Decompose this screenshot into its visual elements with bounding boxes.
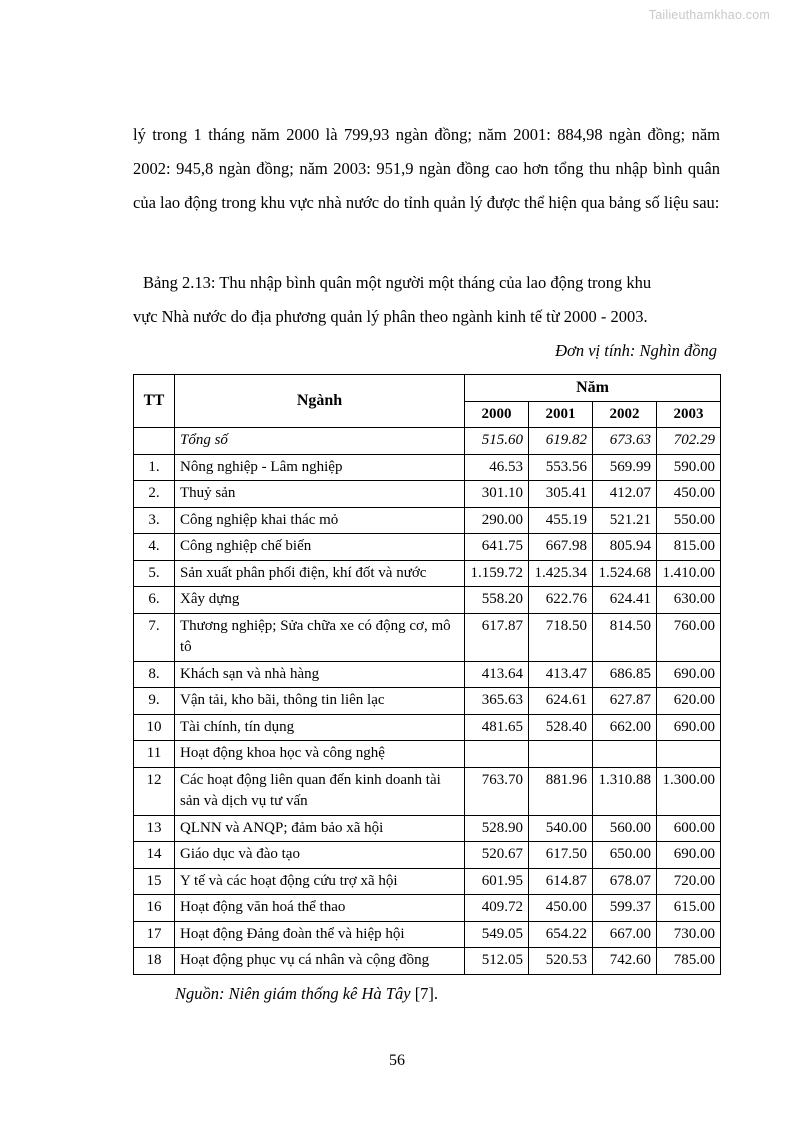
cell-value-2000: 763.70 xyxy=(465,767,529,815)
table-row xyxy=(134,714,721,741)
cell-tt: 5. xyxy=(134,560,175,587)
table-head xyxy=(134,375,721,428)
watermark-text: Tailieuthamkhao.com xyxy=(648,8,770,22)
cell-value-2003: 450.00 xyxy=(657,481,721,508)
cell-value-2000: 515.60 xyxy=(465,428,529,455)
cell-value-2001: 520.53 xyxy=(529,948,593,975)
table-row xyxy=(134,948,721,975)
cell-tt: 8. xyxy=(134,661,175,688)
table-row xyxy=(134,688,721,715)
header-year-2002: 2002 xyxy=(593,401,657,428)
cell-value-2000: 46.53 xyxy=(465,454,529,481)
table-row xyxy=(134,587,721,614)
table-container xyxy=(133,374,720,975)
cell-value-2000: 512.05 xyxy=(465,948,529,975)
cell-value-2001: 455.19 xyxy=(529,507,593,534)
cell-tt: 7. xyxy=(134,613,175,661)
table-row xyxy=(134,454,721,481)
cell-value-2000: 290.00 xyxy=(465,507,529,534)
cell-tt: 3. xyxy=(134,507,175,534)
table-row xyxy=(134,560,721,587)
cell-value-2001: 617.50 xyxy=(529,842,593,869)
table-row xyxy=(134,428,721,455)
cell-value-2000: 1.159.72 xyxy=(465,560,529,587)
cell-value-2002: 627.87 xyxy=(593,688,657,715)
cell-industry-name: Hoạt động khoa học và công nghệ xyxy=(175,741,465,768)
table-source-note xyxy=(133,984,720,1004)
income-by-industry-table xyxy=(133,374,721,975)
cell-value-2002: 412.07 xyxy=(593,481,657,508)
table-body xyxy=(134,428,721,975)
cell-value-2002: 1.310.88 xyxy=(593,767,657,815)
cell-value-2002: 686.85 xyxy=(593,661,657,688)
cell-industry-name: Các hoạt động liên quan đến kinh doanh tài sản và dịch vụ tư vấn xyxy=(175,767,465,815)
cell-industry-name: Thương nghiệp; Sửa chữa xe có động cơ, mô tô xyxy=(175,613,465,661)
cell-value-2003: 615.00 xyxy=(657,895,721,922)
table-row xyxy=(134,921,721,948)
cell-value-2000: 641.75 xyxy=(465,534,529,561)
cell-value-2003: 550.00 xyxy=(657,507,721,534)
header-year-2003: 2003 xyxy=(657,401,721,428)
cell-value-2001: 413.47 xyxy=(529,661,593,688)
table-row xyxy=(134,741,721,768)
cell-industry-name: QLNN và ANQP; đảm bảo xã hội xyxy=(175,815,465,842)
cell-value-2000: 558.20 xyxy=(465,587,529,614)
cell-industry-name: Thuỷ sản xyxy=(175,481,465,508)
cell-tt: 6. xyxy=(134,587,175,614)
caption-line-2: vực Nhà nước do địa phương quản lý phân theo ngành kinh tế từ 2000 - 2003. xyxy=(133,307,648,326)
source-reference: [7]. xyxy=(410,983,439,1003)
cell-value-2001: 881.96 xyxy=(529,767,593,815)
table-row xyxy=(134,661,721,688)
cell-tt: 10 xyxy=(134,714,175,741)
cell-value-2002: 673.63 xyxy=(593,428,657,455)
cell-value-2000: 413.64 xyxy=(465,661,529,688)
cell-value-2000: 301.10 xyxy=(465,481,529,508)
cell-industry-name: Công nghiệp khai thác mỏ xyxy=(175,507,465,534)
cell-value-2003: 590.00 xyxy=(657,454,721,481)
cell-tt: 13 xyxy=(134,815,175,842)
cell-value-2003: 815.00 xyxy=(657,534,721,561)
cell-tt xyxy=(134,428,175,455)
table-header-row-1 xyxy=(134,375,721,402)
header-nam: Năm xyxy=(465,375,721,402)
cell-industry-name: Hoạt động văn hoá thể thao xyxy=(175,895,465,922)
table-row xyxy=(134,481,721,508)
table-row xyxy=(134,767,721,815)
cell-value-2003 xyxy=(657,741,721,768)
cell-tt: 1. xyxy=(134,454,175,481)
cell-tt: 12 xyxy=(134,767,175,815)
cell-industry-name: Vận tải, kho bãi, thông tin liên lạc xyxy=(175,688,465,715)
cell-tt: 18 xyxy=(134,948,175,975)
cell-industry-name: Công nghiệp chế biến xyxy=(175,534,465,561)
cell-value-2003: 1.300.00 xyxy=(657,767,721,815)
header-nganh: Ngành xyxy=(175,375,465,428)
cell-value-2003: 690.00 xyxy=(657,661,721,688)
cell-value-2002: 560.00 xyxy=(593,815,657,842)
body-paragraph: lý trong 1 tháng năm 2000 là 799,93 ngàn đồng; năm 2001: 884,98 ngàn đồng; năm 2002: 945,8 ngàn đồng; năm 2003: 951,9 ngàn đồng cao hơn tổng thu nhập bình quân của lao động trong khu vực nhà nước do tỉnh quản lý được thể hiện qua bảng số liệu sau: xyxy=(133,125,720,212)
cell-value-2002: 662.00 xyxy=(593,714,657,741)
cell-value-2001: 624.61 xyxy=(529,688,593,715)
table-row xyxy=(134,815,721,842)
table-row xyxy=(134,534,721,561)
cell-value-2000: 365.63 xyxy=(465,688,529,715)
cell-industry-name: Xây dựng xyxy=(175,587,465,614)
document-content xyxy=(133,118,720,1004)
table-row xyxy=(134,613,721,661)
table-row xyxy=(134,842,721,869)
cell-value-2002: 805.94 xyxy=(593,534,657,561)
header-year-2001: 2001 xyxy=(529,401,593,428)
cell-tt: 2. xyxy=(134,481,175,508)
cell-value-2002: 667.00 xyxy=(593,921,657,948)
cell-value-2003: 690.00 xyxy=(657,714,721,741)
cell-value-2001: 619.82 xyxy=(529,428,593,455)
source-italic-text: Nguồn: Niên giám thống kê Hà Tây xyxy=(175,983,411,1003)
cell-industry-name: Sản xuất phân phối điện, khí đốt và nước xyxy=(175,560,465,587)
cell-tt: 14 xyxy=(134,842,175,869)
cell-tt: 15 xyxy=(134,868,175,895)
cell-value-2003: 785.00 xyxy=(657,948,721,975)
cell-value-2003: 720.00 xyxy=(657,868,721,895)
cell-value-2003: 760.00 xyxy=(657,613,721,661)
cell-industry-name: Y tế và các hoạt động cứu trợ xã hội xyxy=(175,868,465,895)
cell-tt: 17 xyxy=(134,921,175,948)
page-number: 56 xyxy=(389,1052,405,1069)
cell-value-2002: 599.37 xyxy=(593,895,657,922)
cell-value-2001: 622.76 xyxy=(529,587,593,614)
cell-value-2001: 614.87 xyxy=(529,868,593,895)
cell-value-2000: 481.65 xyxy=(465,714,529,741)
cell-value-2003: 620.00 xyxy=(657,688,721,715)
header-tt: TT xyxy=(134,375,175,428)
cell-value-2000 xyxy=(465,741,529,768)
cell-value-2002: 624.41 xyxy=(593,587,657,614)
cell-industry-name: Khách sạn và nhà hàng xyxy=(175,661,465,688)
caption-unit: Đơn vị tính: Nghìn đồng xyxy=(555,341,717,360)
table-caption xyxy=(133,266,720,368)
cell-value-2003: 600.00 xyxy=(657,815,721,842)
cell-industry-name: Tổng số xyxy=(175,428,465,455)
cell-value-2003: 1.410.00 xyxy=(657,560,721,587)
cell-value-2000: 528.90 xyxy=(465,815,529,842)
cell-industry-name: Tài chính, tín dụng xyxy=(175,714,465,741)
cell-value-2001: 540.00 xyxy=(529,815,593,842)
cell-tt: 9. xyxy=(134,688,175,715)
cell-tt: 16 xyxy=(134,895,175,922)
caption-line-1: Bảng 2.13: Thu nhập bình quân một người một tháng của lao động trong khu xyxy=(143,273,652,292)
header-year-2000: 2000 xyxy=(465,401,529,428)
cell-value-2003: 630.00 xyxy=(657,587,721,614)
cell-value-2000: 549.05 xyxy=(465,921,529,948)
cell-industry-name: Giáo dục và đào tạo xyxy=(175,842,465,869)
cell-value-2003: 690.00 xyxy=(657,842,721,869)
cell-value-2001: 654.22 xyxy=(529,921,593,948)
table-row xyxy=(134,868,721,895)
table-row xyxy=(134,507,721,534)
cell-value-2001: 450.00 xyxy=(529,895,593,922)
cell-value-2000: 409.72 xyxy=(465,895,529,922)
cell-value-2003: 702.29 xyxy=(657,428,721,455)
cell-value-2002: 1.524.68 xyxy=(593,560,657,587)
cell-value-2000: 601.95 xyxy=(465,868,529,895)
cell-industry-name: Hoạt động phục vụ cá nhân và cộng đồng xyxy=(175,948,465,975)
cell-value-2001 xyxy=(529,741,593,768)
cell-value-2001: 1.425.34 xyxy=(529,560,593,587)
cell-tt: 4. xyxy=(134,534,175,561)
cell-value-2003: 730.00 xyxy=(657,921,721,948)
cell-industry-name: Nông nghiệp - Lâm nghiệp xyxy=(175,454,465,481)
cell-value-2002: 521.21 xyxy=(593,507,657,534)
cell-value-2002: 678.07 xyxy=(593,868,657,895)
cell-value-2001: 553.56 xyxy=(529,454,593,481)
cell-value-2001: 718.50 xyxy=(529,613,593,661)
cell-tt: 11 xyxy=(134,741,175,768)
cell-industry-name: Hoạt động Đảng đoàn thể và hiệp hội xyxy=(175,921,465,948)
cell-value-2002: 569.99 xyxy=(593,454,657,481)
cell-value-2001: 305.41 xyxy=(529,481,593,508)
cell-value-2002 xyxy=(593,741,657,768)
cell-value-2002: 742.60 xyxy=(593,948,657,975)
cell-value-2000: 617.87 xyxy=(465,613,529,661)
cell-value-2000: 520.67 xyxy=(465,842,529,869)
cell-value-2001: 528.40 xyxy=(529,714,593,741)
cell-value-2002: 650.00 xyxy=(593,842,657,869)
table-row xyxy=(134,895,721,922)
cell-value-2001: 667.98 xyxy=(529,534,593,561)
cell-value-2002: 814.50 xyxy=(593,613,657,661)
